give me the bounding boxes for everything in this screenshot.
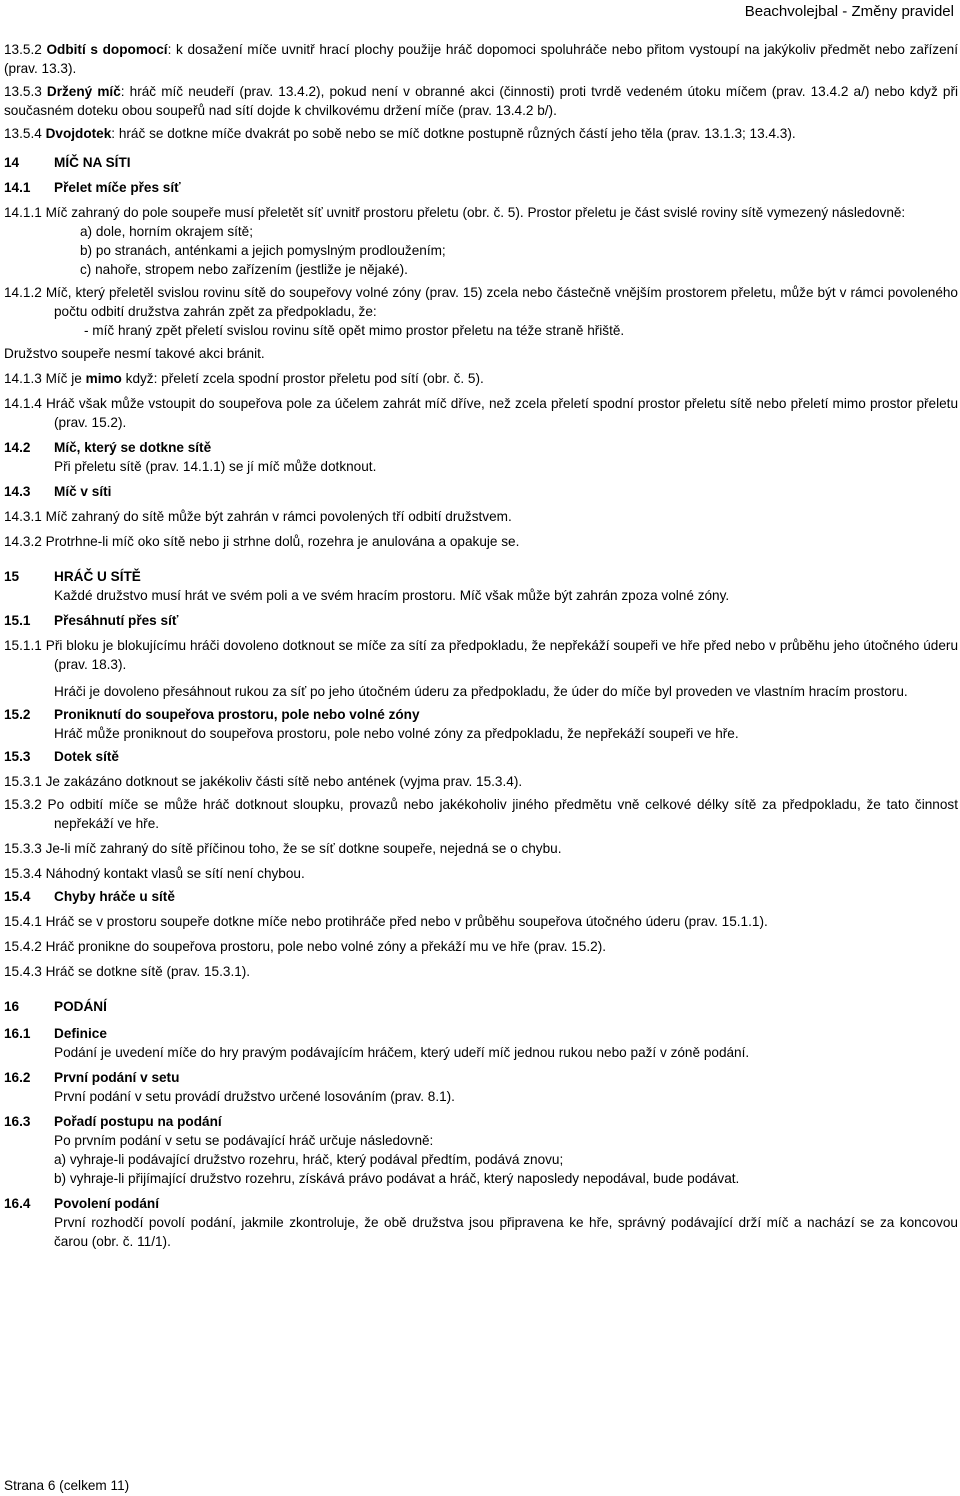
section-15-2-text: Hráč může proniknout do soupeřova prostoru, pole nebo volné zóny za předpokladu, že nepřekáží soupeři ve hře. <box>54 726 739 741</box>
rule-15-3-3: 15.3.3 Je-li míč zahraný do sítě příčinou toho, že se síť dotkne soupeře, nejedná se o chybu. <box>4 841 562 856</box>
rule-13-5-4: 13.5.4 Dvojdotek: hráč se dotkne míče dvakrát po sobě nebo se míč dotkne postupně různých částí jeho těla (prav. 13.1.3; 13.4.3). <box>4 126 796 141</box>
document-header: Beachvolejbal - Změny pravidel <box>744 3 954 20</box>
rule-14-1-1: 14.1.1 Míč zahraný do pole soupeře musí přeletět síť uvnitř prostoru přeletu (obr. č. 5). Prostor přeletu je část svislé roviny sítě vymezený následovně: <box>4 205 906 220</box>
section-14-3-heading: 14.3 Míč v síti <box>4 484 112 499</box>
section-16-4-text: První rozhodčí povolí podání, jakmile zkontroluje, že obě družstva jsou připravena ke hře, správný podávající drží míč a nachází se za koncovou čarou (obr. č. 11/1). <box>54 1215 958 1249</box>
section-15-text: Každé družstvo musí hrát ve svém poli a ve svém hracím prostoru. Míč však může být zahrán zpoza volné zóny. <box>54 588 730 603</box>
list-item: b) vyhraje-li přijímající družstvo rozehru, získává právo podávat a hráč, který naposledy nepodával, bude podávat. <box>54 1171 740 1186</box>
section-16-3-heading: 16.3 Pořadí postupu na podání <box>4 1114 222 1129</box>
rule-15-4-1: 15.4.1 Hráč se v prostoru soupeře dotkne míče nebo protihráče před nebo v průběhu soupeřova útočného úderu (prav. 15.1.1). <box>4 914 768 929</box>
section-16-3-text: Po prvním podání v setu se podávající hráč určuje následovně: <box>54 1133 434 1148</box>
section-16-4-heading: 16.4 Povolení podání <box>4 1196 159 1211</box>
rule-13-5-3: 13.5.3 Držený míč: hráč míč neudeří (prav. 13.4.2), pokud není v obranné akci (činnosti) proti tvrdě vedeném útoku míčem (prav. 13.4.2 a/) nebo když při současném doteku obou soupeřů nad sítí dojde k chvilkovému držení míče (prav. 13.4.2 b/). <box>4 84 958 118</box>
rule-14-1-3: 14.1.3 Míč je mimo když: přeletí zcela spodní prostor přeletu pod sítí (obr. č. 5). <box>4 371 484 386</box>
rule-15-3-2: 15.3.2 Po odbití míče se může hráč dotknout sloupku, provazů nebo jakékoholiv jiného předmětu vně celkové délky sítě za předpokladu, že tato činnost nepřekáží ve hře. <box>4 797 958 831</box>
rule-15-3-1: 15.3.1 Je zakázáno dotknout se jakékoliv části sítě nebo antének (vyjma prav. 15.3.4). <box>4 774 523 789</box>
section-16-1-heading: 16.1 Definice <box>4 1026 107 1041</box>
list-item: a) vyhraje-li podávající družstvo rozehru, hráč, který podával předtím, podává znovu; <box>54 1152 564 1167</box>
rule-15-3-4: 15.3.4 Náhodný kontakt vlasů se sítí není chybou. <box>4 866 305 881</box>
rule-14-1-2: 14.1.2 Míč, který přeletěl svislou rovinu sítě do soupeřovy volné zóny (prav. 15) zcela nebo částečně vnějším prostorem přeletu, může být v rámci povoleného počtu odbití družstva zahrán zpět za předpokladu, že: <box>4 285 958 319</box>
rule-15-4-3: 15.4.3 Hráč se dotkne sítě (prav. 15.3.1). <box>4 964 251 979</box>
section-14-2-text: Při přeletu sítě (prav. 14.1.1) se jí míč může dotknout. <box>54 459 377 474</box>
rule-15-4-2: 15.4.2 Hráč pronikne do soupeřova prostoru, pole nebo volné zóny a překáží mu ve hře (prav. 15.2). <box>4 939 607 954</box>
page-footer: Strana 6 (celkem 11) <box>4 1478 130 1493</box>
section-15-4-heading: 15.4 Chyby hráče u sítě <box>4 889 175 904</box>
section-14-heading: 14 MÍČ NA SÍTI <box>4 155 131 170</box>
rule-15-1-1-second: Hráči je dovoleno přesáhnout rukou za síť po jeho útočném úderu za předpokladu, že úder do míče byl proveden ve vlastním hracím prostoru. <box>54 684 908 699</box>
section-15-heading: 15 HRÁČ U SÍTĚ <box>4 569 141 584</box>
list-item: c) nahoře, stropem nebo zařízením (jestliže je nějaké). <box>80 262 408 277</box>
rule-14-3-2: 14.3.2 Protrhne-li míč oko sítě nebo ji strhne dolů, rozehra je anulována a opakuje se. <box>4 534 520 549</box>
list-item: a) dole, horním okrajem sítě; <box>80 224 254 239</box>
list-item: b) po stranách, anténkami a jejich pomyslným prodloužením; <box>80 243 446 258</box>
section-15-1-heading: 15.1 Přesáhnutí přes síť <box>4 613 179 628</box>
section-16-2-text: První podání v setu provádí družstvo určené losováním (prav. 8.1). <box>54 1089 455 1104</box>
rule-14-3-1: 14.3.1 Míč zahraný do sítě může být zahrán v rámci povolených tří odbití družstvem. <box>4 509 512 524</box>
section-14-2-heading: 14.2 Míč, který se dotkne sítě <box>4 440 212 455</box>
section-16-heading: 16 PODÁNÍ <box>4 999 107 1014</box>
section-15-2-heading: 15.2 Proniknutí do soupeřova prostoru, pole nebo volné zóny <box>4 707 420 722</box>
rule-13-5-2: 13.5.2 Odbití s dopomocí: k dosažení míče uvnitř hrací plochy použije hráč dopomoci spoluhráče nebo přitom vystoupí na jakýkoliv předmět nebo zařízení (prav. 13.3). <box>4 42 958 76</box>
rule-15-1-1: 15.1.1 Při bloku je blokujícímu hráči dovoleno dotknout se míče za sítí za předpokladu, že nepřekáží soupeři ve hře před nebo v průběhu jeho útočného úderu (prav. 18.3). <box>4 638 958 672</box>
section-14-1-heading: 14.1 Přelet míče přes síť <box>4 180 181 195</box>
section-15-3-heading: 15.3 Dotek sítě <box>4 749 119 764</box>
rule-14-1-4: 14.1.4 Hráč však může vstoupit do soupeřova pole za účelem zahrát míč dříve, než zcela přeletí spodní prostor přeletu sítě nebo přeletí mimo prostor přeletu (prav. 15.2). <box>4 396 959 430</box>
rule-14-1-2-dash: - míč hraný zpět přeletí svislou rovinu sítě opět mimo prostor přeletu na téže straně hřiště. <box>84 323 625 338</box>
section-16-1-text: Podání je uvedení míče do hry pravým podávajícím hráčem, který udeří míč jednou rukou nebo paží v zóně podání. <box>54 1045 750 1060</box>
section-16-2-heading: 16.2 První podání v setu <box>4 1070 180 1085</box>
document-body <box>4 40 958 1251</box>
rule-14-1-2-note: Družstvo soupeře nesmí takové akci bránit. <box>4 346 265 361</box>
